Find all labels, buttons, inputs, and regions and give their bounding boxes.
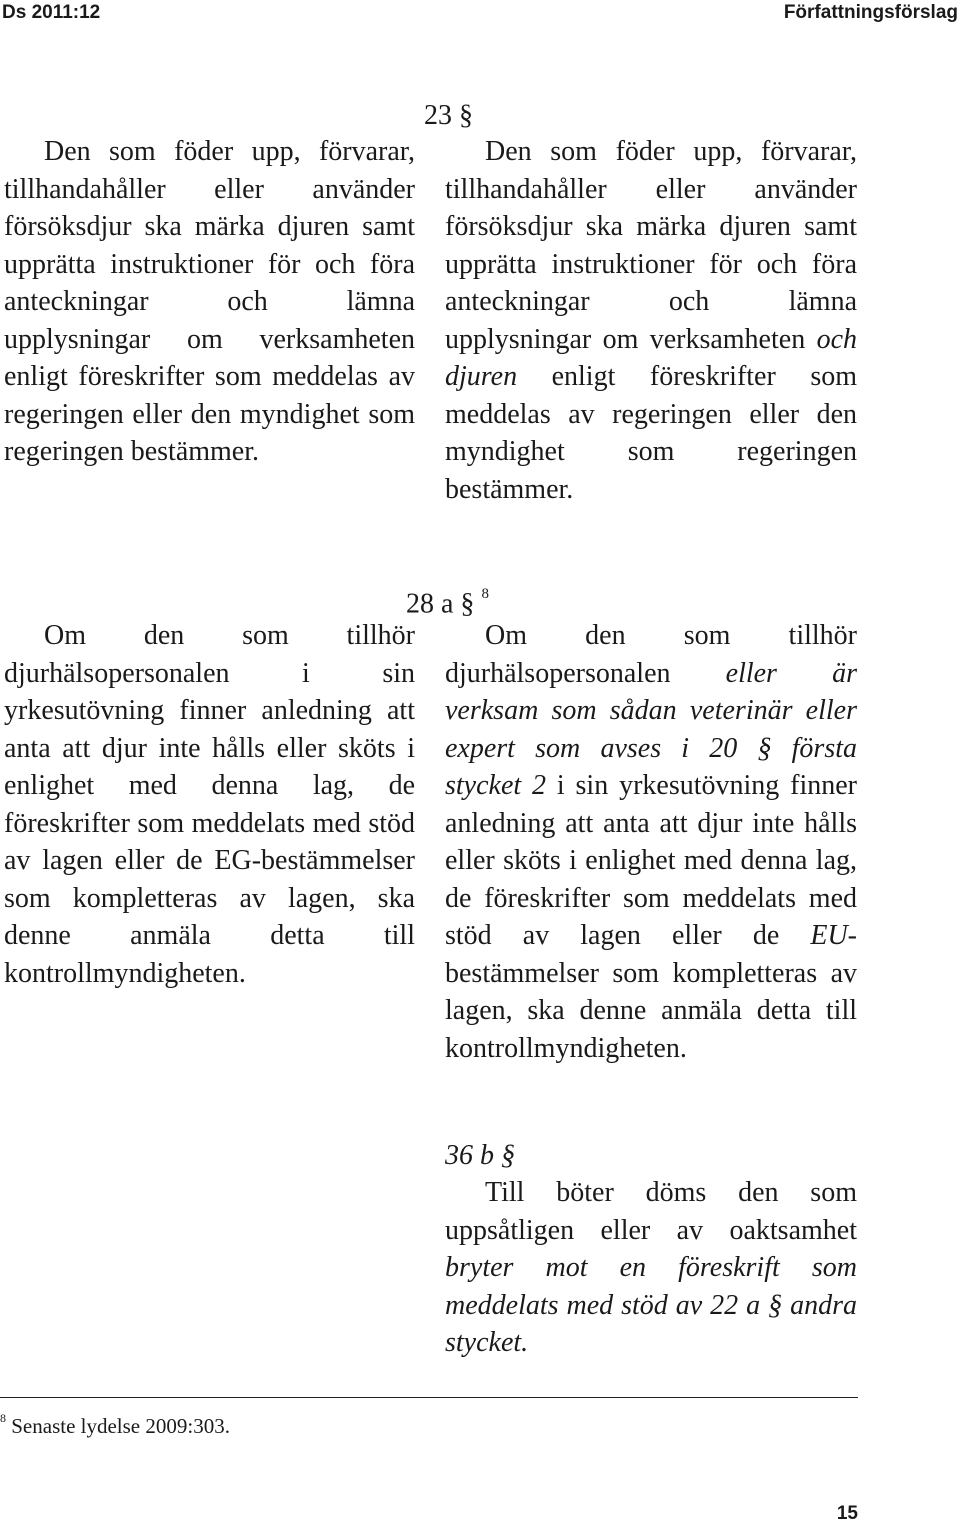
footnote-separator [0, 1397, 858, 1398]
running-header-right: Författningsförslag [783, 2, 958, 23]
right-section-36b-text [445, 1174, 857, 1362]
section-36b-heading: 36 b § [445, 1140, 515, 1171]
right-s28a-part-a: Om den som tillhör djurhälsopersonalen [445, 620, 857, 689]
right-s28a-part-e: -bestämmelser som kompletteras av lagen, ska denne anmäla detta till kontrollmyndigheten. [445, 920, 857, 1064]
right-s36b-part-a: Till böter döms den som uppsåtligen eller av oaktsamhet [445, 1177, 857, 1246]
left-section-28a-text: Om den som tillhör djurhälsopersonalen i sin yrkesutövning finner anledning att anta att djur inte hålls eller sköts i enlighet med denna lag, de föreskrifter som meddelats med stöd av lagen eller de EG-bestämmelser som kompletteras av lagen, ska denne anmäla detta till kontrollmyndigheten. [4, 620, 415, 989]
right-s23-italic-insert: och djuren [445, 323, 857, 392]
right-s28a-part-c: i sin yrkesutövning finner anledning att anta att djur inte hålls eller sköts i enlighet med denna lag, de föreskrifter som meddelats med stöd av lagen eller de [445, 770, 857, 951]
section-28a-number: 28 a § [406, 588, 475, 620]
right-s36b-italic-insert: bryter mot en föreskrift som meddelats med stöd av 22 a § andra stycket. [445, 1252, 857, 1358]
right-s28a-italic-insert: eller är verksam som sådan veterinär eller expert som avses i 20 § första stycket 2 [445, 657, 857, 801]
section-23-heading: 23 § [424, 100, 473, 131]
right-section-28a-text [445, 617, 857, 1067]
left-section-23-text: Den som föder upp, förvarar, tillhandahåller eller använder försöksdjur ska märka djuren samt upprätta instruktioner för och föra anteckningar och lämna upplysningar om verksamheten enligt föreskrifter som meddelas av regeringen eller den myndighet som regeringen bestämmer. [4, 136, 415, 467]
right-section-23-text [445, 133, 857, 508]
footnote-marker: 8 [0, 1411, 6, 1425]
footnote [0, 1408, 230, 1439]
running-header-left: Ds 2011:12 [2, 2, 101, 23]
right-s23-part-a: Den som föder upp, förvarar, tillhandahåller eller använder försöksdjur ska märka djuren samt upprätta instruktioner för och föra anteckningar och lämna upplysningar om verksamheten [445, 136, 857, 355]
footnote-text: Senaste lydelse 2009:303. [11, 1414, 230, 1438]
page-number: 15 [836, 1503, 858, 1524]
right-s28a-eu: EU [810, 920, 848, 951]
right-s23-part-c: enligt föreskrifter som meddelas av regeringen eller den myndighet som regeringen bestämmer. [445, 361, 857, 505]
footnote-reference: 8 [481, 586, 489, 602]
